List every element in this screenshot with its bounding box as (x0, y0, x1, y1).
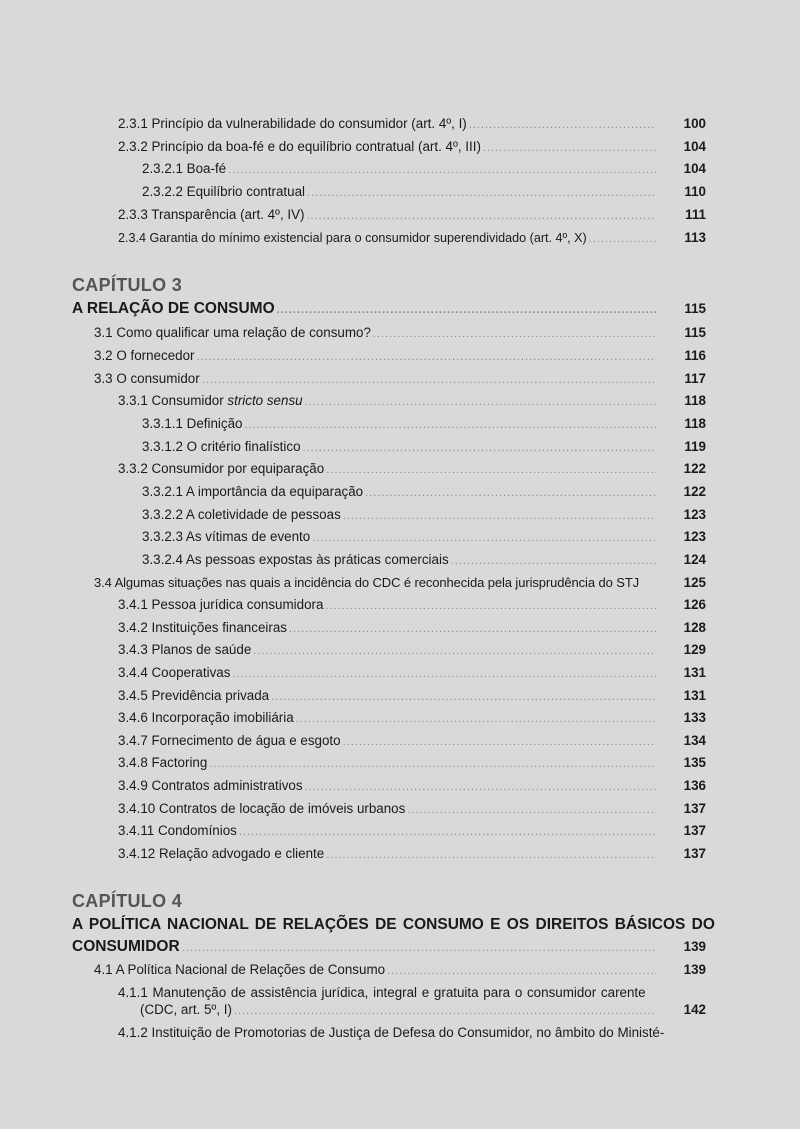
toc-entry (118, 230, 706, 247)
chapter-title-line2: CONSUMIDOR (72, 938, 180, 955)
toc-entry (142, 161, 706, 178)
toc-entry (118, 597, 706, 614)
toc-entry-label-text: 3.3.1 Consumidor (118, 393, 228, 408)
leader-dots (589, 231, 656, 247)
toc-entry-label: 3.3.2.4 As pessoas expostas às práticas comerciais (142, 552, 449, 567)
toc-entry-label: 2.3.2.1 Boa-fé (142, 161, 227, 176)
toc-entry-label: 3.3.1.2 O critério finalístico (142, 439, 301, 454)
toc-entry (118, 1025, 665, 1041)
leader-dots (232, 666, 656, 682)
toc-entry-label: 3.4.3 Planos de saúde (118, 642, 252, 657)
toc-entry-page: 118 (684, 393, 706, 408)
toc-entry-page: 119 (684, 439, 706, 454)
toc-entry-label-line1: 4.1.1 Manutenção de assistência jurídica, integral e gratuita para o consumidor carente (118, 985, 646, 1000)
toc-entry-page: 129 (683, 642, 706, 657)
leader-dots (343, 734, 656, 750)
toc-entry (94, 325, 706, 342)
toc-entry-page: 118 (684, 416, 706, 431)
toc-entry-page: 135 (683, 755, 706, 770)
leader-dots (387, 963, 656, 979)
toc-entry-label (118, 393, 303, 409)
toc-entry-page: 115 (684, 325, 706, 340)
toc-entry-label: 3.4.5 Previdência privada (118, 688, 270, 703)
toc-entry-label-italic: stricto sensu (227, 393, 303, 408)
toc-entry-label: 3.3.1.1 Definição (142, 416, 243, 431)
toc-entry-label: 3.4.4 Cooperativas (118, 665, 231, 680)
chapter-title-row (72, 936, 706, 959)
toc-entry (142, 529, 706, 546)
chapter-number: CAPÍTULO 4 (72, 891, 183, 911)
toc-entry-page: 137 (683, 801, 706, 816)
toc-entry-page: 137 (683, 823, 706, 838)
leader-dots (307, 185, 656, 201)
toc-entry-label: 3.4.9 Contratos administrativos (118, 778, 303, 793)
toc-entry-label: 3.3.2.1 A importância da equiparação (142, 484, 364, 499)
toc-entry-page: 136 (683, 778, 706, 793)
leader-dots (197, 349, 657, 365)
toc-entry (118, 801, 706, 818)
toc-entry-label: 2.3.1 Princípio da vulnerabilidade do consumidor (art. 4º, I) (118, 116, 467, 131)
toc-entry-label: 2.3.3 Transparência (art. 4º, IV) (118, 207, 305, 222)
toc-entry-page: 139 (683, 939, 706, 954)
toc-entry-page: 137 (683, 846, 706, 861)
leader-dots (253, 643, 656, 659)
leader-dots (469, 117, 656, 133)
toc-entry-label: 3.4.2 Instituições financeiras (118, 620, 287, 635)
toc-entry (118, 823, 706, 840)
toc-entry (94, 348, 706, 365)
chapter-title-entry (72, 301, 706, 318)
toc-entry (142, 552, 706, 569)
toc-entry-page: 122 (683, 461, 706, 476)
toc-entry-page: 104 (683, 161, 706, 176)
toc-entry-page: 126 (683, 597, 706, 612)
toc-entry-label: 3.3 O consumidor (94, 371, 200, 386)
toc-entry-page: 116 (684, 348, 706, 363)
leader-dots (312, 530, 656, 546)
leader-dots (483, 140, 656, 156)
toc-entry-label: 3.2 O fornecedor (94, 348, 195, 363)
toc-entry-page: 125 (683, 575, 706, 590)
leader-dots (245, 417, 657, 433)
leader-dots (305, 394, 656, 410)
toc-entry-page: 123 (683, 529, 706, 544)
leader-dots (326, 462, 656, 478)
leader-dots (307, 208, 657, 224)
toc-entry (118, 116, 706, 133)
leader-dots (239, 824, 656, 840)
toc-entry-page: 122 (683, 484, 706, 499)
chapter-title-entry (72, 914, 715, 959)
leader-dots (296, 711, 656, 727)
leader-dots (209, 756, 656, 772)
toc-entry (118, 665, 706, 682)
toc-entry (118, 207, 706, 224)
toc-entry-label: 3.3.2.2 A coletividade de pessoas (142, 507, 341, 522)
toc-entry (94, 575, 706, 591)
leader-dots (234, 1003, 656, 1019)
toc-entry-label: 2.3.2 Princípio da boa-fé e do equilíbrio contratual (art. 4º, III) (118, 139, 481, 154)
toc-entry-page: 117 (684, 371, 706, 386)
toc-entry-continuation (140, 1002, 706, 1019)
toc-entry (142, 416, 706, 433)
toc-entry-label: 4.1.2 Instituição de Promotorias de Justiça de Defesa do Consumidor, no âmbito do Ministé- (118, 1025, 665, 1040)
toc-entry (118, 139, 706, 156)
toc-entry-page: 139 (683, 962, 706, 977)
leader-dots (305, 779, 656, 795)
toc-entry-label: 3.4.8 Factoring (118, 755, 208, 770)
leader-dots (271, 689, 656, 705)
toc-entry-label-line2: (CDC, art. 5º, I) (140, 1002, 232, 1017)
toc-entry-label: 3.4.7 Fornecimento de água e esgoto (118, 733, 341, 748)
leader-dots (202, 372, 656, 388)
toc-entry (94, 371, 706, 388)
chapter-title-line1: A POLÍTICA NACIONAL DE RELAÇÕES DE CONSUMO E OS DIREITOS BÁSICOS DO (72, 916, 715, 933)
leader-dots (343, 508, 656, 524)
leader-dots (325, 598, 656, 614)
toc-entry-label: 3.1 Como qualificar uma relação de consumo? (94, 325, 371, 340)
leader-dots (365, 485, 656, 501)
toc-entry-label: 3.3.2.3 As vítimas de evento (142, 529, 311, 544)
toc-entry-label: 3.4.1 Pessoa jurídica consumidora (118, 597, 324, 612)
leader-dots (182, 937, 656, 959)
toc-entry-label: 2.3.4 Garantia do mínimo existencial para o consumidor superendividado (art. 4º, X) (118, 231, 587, 245)
toc-entry-page: 113 (684, 230, 706, 245)
toc-entry (94, 962, 706, 979)
toc-entry (118, 461, 706, 478)
toc-entry-page: 142 (683, 1002, 706, 1017)
toc-entry-label: 4.1 A Política Nacional de Relações de Consumo (94, 962, 386, 977)
leader-dots (326, 847, 656, 863)
leader-dots (303, 440, 656, 456)
toc-entry (142, 439, 706, 456)
toc-entry-page: 133 (683, 710, 706, 725)
leader-dots (277, 302, 656, 318)
toc-entry (118, 733, 706, 750)
chapter-number: CAPÍTULO 3 (72, 275, 183, 295)
toc-entry (142, 507, 706, 524)
toc-entry (118, 642, 706, 659)
toc-entry (118, 620, 706, 637)
toc-entry-page: 115 (684, 301, 706, 316)
toc-entry (142, 184, 706, 201)
toc-entry-page: 100 (683, 116, 706, 131)
toc-entry (118, 755, 706, 772)
leader-dots (228, 162, 656, 178)
leader-dots (407, 802, 656, 818)
toc-entry-page: 128 (683, 620, 706, 635)
toc-entry-label: 3.4.11 Condomínios (118, 823, 237, 838)
chapter-title: A RELAÇÃO DE CONSUMO (72, 300, 275, 317)
toc-entry-page: 131 (683, 665, 706, 680)
toc-entry (118, 688, 706, 705)
toc-entry (118, 846, 706, 863)
toc-entry-page: 111 (685, 207, 706, 222)
toc-entry-page: 124 (683, 552, 706, 567)
toc-entry (118, 984, 706, 1019)
toc-entry (118, 393, 706, 410)
toc-entry-label: 3.4.10 Contratos de locação de imóveis urbanos (118, 801, 406, 816)
toc-entry-label: 2.3.2.2 Equilíbrio contratual (142, 184, 306, 199)
toc-entry (118, 778, 706, 795)
toc-entry-label: 3.4.12 Relação advogado e cliente (118, 846, 325, 861)
toc-entry-label: 3.4.6 Incorporação imobiliária (118, 710, 294, 725)
toc-entry (142, 484, 706, 501)
leader-dots (451, 553, 656, 569)
toc-entry-label: 3.3.2 Consumidor por equiparação (118, 461, 325, 476)
toc-entry-label: 3.4 Algumas situações nas quais a incidência do CDC é reconhecida pela jurisprudência do STJ (94, 575, 640, 590)
toc-entry-page: 131 (683, 688, 706, 703)
toc-entry-page: 123 (683, 507, 706, 522)
toc-entry-page: 134 (683, 733, 706, 748)
leader-dots (289, 621, 656, 637)
toc-entry-page: 110 (684, 184, 706, 199)
toc-entry (118, 710, 706, 727)
toc-entry-page: 104 (683, 139, 706, 154)
leader-dots (373, 326, 656, 342)
